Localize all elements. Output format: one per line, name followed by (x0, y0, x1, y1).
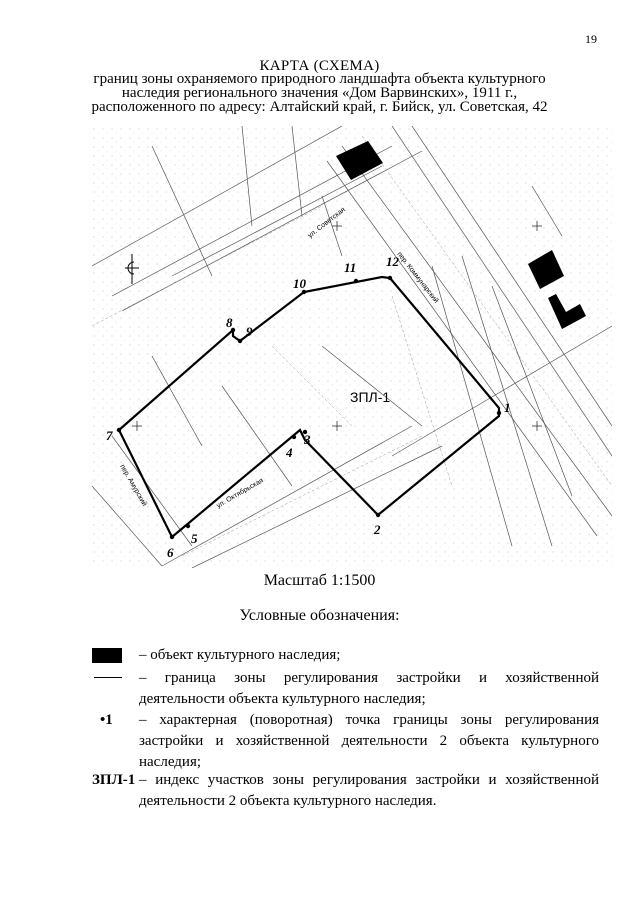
point-label-2: 2 (374, 522, 381, 537)
point-label-9: 9 (246, 324, 253, 339)
street-label-amursky: пер. Амурский (118, 463, 148, 508)
map-subtitle-line-1: границ зоны охраняемого природного ландшафта объекта культурного (93, 71, 546, 87)
boundary-point-12 (388, 276, 392, 280)
boundary-point-9 (238, 339, 242, 343)
street-label-kommunarsky: пер. Коммунарский (395, 250, 440, 305)
site-map (92, 126, 612, 568)
point-label-10: 10 (293, 276, 306, 291)
legend-text-boundary: – граница зоны регулирования застройки и хозяйственной деятельности объекта культурного наследия; (139, 670, 599, 707)
point-label-11: 11 (344, 260, 357, 275)
boundary-point-4 (292, 435, 296, 439)
point-label-12: 12 (386, 254, 399, 269)
boundary-point-6 (170, 535, 174, 539)
legend-title: Условные обозначения: (239, 607, 400, 624)
point-label-6: 6 (167, 545, 174, 560)
zone-index-label: ЗПЛ-1 (350, 389, 391, 405)
legend-symbol-point: •1 (100, 712, 113, 728)
page-number: 19 (585, 32, 597, 46)
map-scale: Масштаб 1:1500 (263, 572, 376, 589)
legend-item-point (92, 710, 602, 776)
legend-text-zone-index: – индекс участков зоны регулирования застройки и хозяйственной деятельности 2 объекта культурного наследия. (139, 772, 599, 809)
legend-text-point: – характерная (поворотная) точка границы зоны регулирования застройки и хозяйственной деятельности 2 объекта культурного наследия; (139, 712, 599, 770)
point-label-4: 4 (286, 445, 293, 460)
legend-item-zone-index (92, 770, 602, 814)
map-subtitle-line-2: наследия регионального значения «Дом Варвинских», 1911 г., (121, 85, 518, 101)
point-label-3: 3 (304, 432, 311, 447)
map-background (92, 126, 612, 568)
legend-symbol-heritage (92, 648, 122, 663)
map-subtitle-line-3: расположенного по адресу: Алтайский край, г. Бийск, ул. Советская, 42 (91, 99, 548, 115)
boundary-point-2 (376, 513, 380, 517)
point-label-1: 1 (504, 400, 511, 415)
map-title: КАРТА (СХЕМА) (259, 58, 380, 74)
legend-item-heritage (92, 645, 602, 667)
legend-item-boundary (92, 668, 602, 712)
boundary-point-5 (186, 524, 190, 528)
boundary-point-11 (354, 279, 358, 283)
street-label-sovetskaya: ул. Советская (306, 206, 347, 240)
boundary-point-7 (117, 428, 121, 432)
legend-symbol-boundary-line (94, 677, 122, 678)
point-label-7: 7 (106, 428, 113, 443)
legend-text-heritage: – объект культурного наследия; (139, 647, 341, 663)
boundary-point-1 (497, 411, 501, 415)
point-label-8: 8 (226, 315, 233, 330)
street-label-oktyabrskaya: ул. Октябрьская (215, 477, 265, 510)
point-label-5: 5 (191, 531, 198, 546)
legend-symbol-zone-index: ЗПЛ-1 (92, 772, 136, 788)
